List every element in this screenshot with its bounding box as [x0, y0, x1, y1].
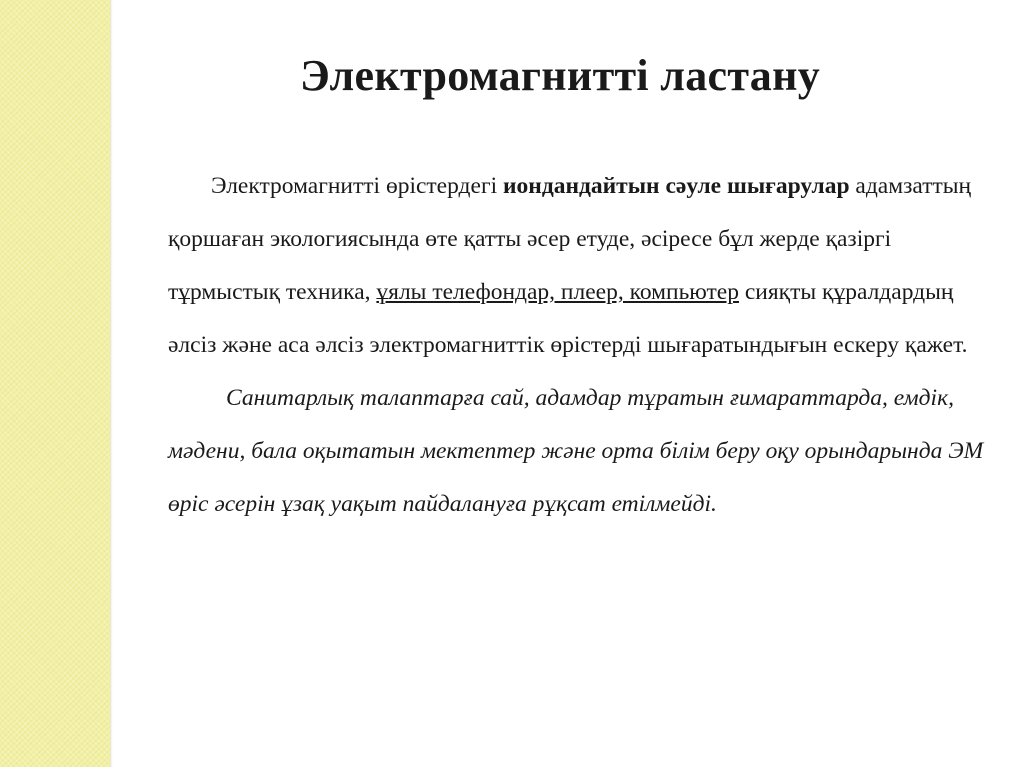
paragraph-sanitary: Санитарлық талаптарға сай, адамдар тұратын ғимараттарда, емдік, мәдени, бала оқытатын мектептер және орта білім беру оқу орындарында ЭМ өріс әсерін ұзақ уақыт пайдалануға рұқсат етілмейді. [168, 385, 984, 517]
side-band-edge [110, 0, 113, 767]
underlined-devices: ұялы телефондар, плеер, компьютер [376, 279, 739, 305]
decorative-side-band [0, 0, 110, 767]
paragraph-main-text-1: Электромагнитті өрістердегі [211, 173, 503, 199]
bold-term: иондандайтын сәуле шығарулар [502, 173, 850, 199]
paragraph-main-text-3: сияқты құралдардың әлсіз және аса әлсіз электромагниттік өрістерді шығаратындығын ескеру қажет. [168, 279, 968, 358]
slide-title: Электромагнитті ластану [300, 51, 821, 100]
paragraph-main [168, 160, 988, 372]
paragraph-main-text-2: адамзаттың қоршаған экологиясында өте қатты әсер етуде, әсіресе бұл жерде қазіргі тұрмыстық техника, [168, 173, 972, 305]
slide-body [168, 160, 988, 531]
